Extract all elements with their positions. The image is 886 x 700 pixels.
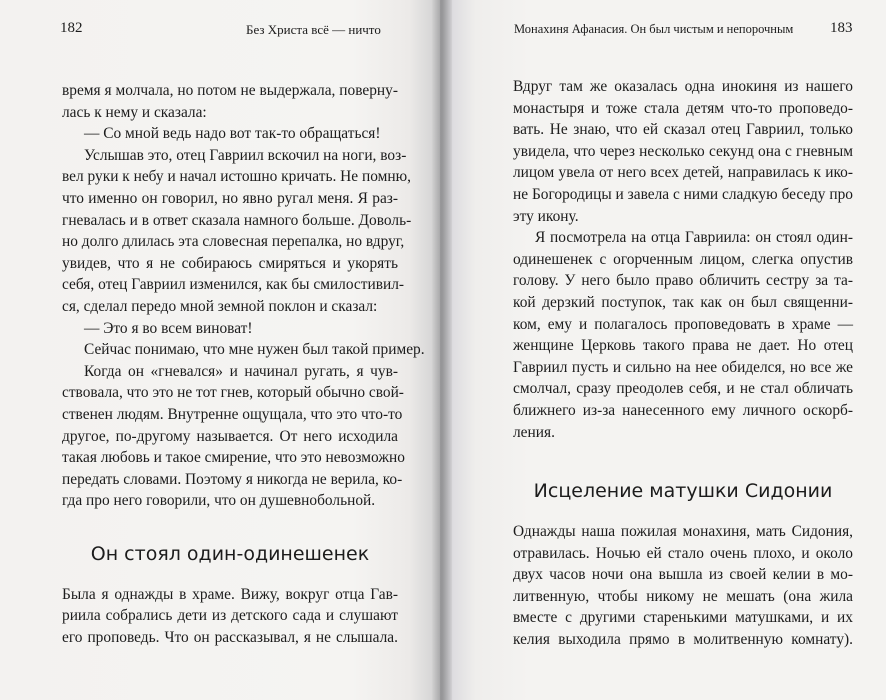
text-line: Когда он «гневался» и начинал ругать, я чув-	[84, 362, 398, 380]
text-line: Гавриил пусть и сильно на нее обиделся, но все же	[513, 358, 853, 376]
left-running-head: Без Христа всё — ничто	[246, 22, 381, 37]
text-line: гда про него говорили, что он душевнобольной.	[62, 492, 376, 510]
text-line: вел руки к небу и начал истошно кричать. Не помню,	[62, 168, 411, 186]
text-line: ся, сделал передо мной земной поклон и сказал:	[62, 297, 378, 315]
text-line: не Богородицы и завела с ними сладкую беседу про	[513, 185, 853, 203]
text-line: себя, отец Гавриил изменился, как бы смилостивил-	[62, 276, 405, 294]
right-body-text	[513, 76, 853, 651]
text-line: смолчал, сразу преодолев себя, и не стал обличать	[513, 380, 853, 398]
text-line: монастыря и тоже стала детям что-то проповедо-	[513, 99, 853, 117]
text-line: женщине Церковь такого права не дает. Но отец	[513, 337, 853, 355]
text-line: увидев, что я не собираюсь смиряться и укорять	[62, 254, 398, 272]
left-page	[0, 0, 440, 700]
text-line: риила собрались дети из детского сада и слушают	[62, 607, 398, 625]
text-line: Я посмотрела на отца Гавриила: он стоял один-	[535, 229, 853, 247]
text-line: время я молчала, но потом не выдержала, поверну-	[62, 82, 398, 99]
text-line: вместе с другими старенькими матушками, и их	[513, 609, 853, 627]
right-running-head: Монахиня Афанасия. Он был чистым и непорочным	[514, 22, 794, 36]
text-line: увидела, что через несколько секунд она с гневным	[513, 142, 853, 160]
text-line: Сейчас понимаю, что мне нужен был такой пример.	[84, 341, 425, 359]
text-line: но долго длилась эта словесная перепалка, но вдруг,	[62, 233, 405, 251]
left-body-text	[62, 80, 425, 649]
text-line: кой дерзкий поступок, так как он был священни-	[513, 293, 853, 311]
text-line: келия выходила прямо в молитвенную комнату).	[513, 631, 853, 649]
text-line: другое, по-другому называется. От него исходила	[62, 427, 398, 445]
book-gutter-shadow	[432, 0, 452, 700]
section-heading-he-stood-alone: Он стоял один-одинешенек	[90, 542, 370, 565]
text-line: такая любовь и такое смирение, что это невозможно	[62, 449, 405, 467]
right-page	[440, 0, 886, 700]
text-line: эту икону.	[513, 207, 579, 225]
right-page-number: 183	[830, 20, 853, 36]
text-line: отравилась. Ночью ей стало очень плохо, и около	[513, 544, 853, 562]
text-line: Была я однажды в храме. Вижу, вокруг отца Гав-	[62, 585, 398, 603]
text-line: ствовала, что это не тот гнев, который обычно свой-	[62, 384, 404, 402]
text-line: ком, ему и полагалось проповедовать в храме —	[513, 315, 853, 333]
text-line: гневалась и в ответ сказала намного больше. Доволь-	[62, 211, 412, 229]
text-line: его проповедь. Что он рассказывал, я не слышала.	[62, 629, 398, 647]
left-page-number: 182	[60, 20, 83, 36]
text-line: что именно он говорил, но явно ругал меня. Я раз-	[62, 189, 398, 207]
text-line: — Со мной ведь надо вот так-то обращаться!	[84, 125, 381, 143]
text-line: Услышав это, отец Гавриил вскочил на ноги, воз-	[84, 146, 407, 164]
text-line: передать словами. Поэтому я никогда не верила, ко-	[62, 470, 403, 488]
text-line: — Это я во всем виноват!	[84, 319, 253, 337]
text-line: ления.	[513, 423, 555, 441]
text-line: Однажды наша пожилая монахиня, мать Сидония,	[513, 523, 853, 541]
text-line: Вдруг там же оказалась одна инокиня из нашего	[513, 78, 853, 95]
section-heading-healing-of-sidonia: Исцеление матушки Сидонии	[533, 480, 833, 503]
text-line: вать. Не знаю, что ей сказал отец Гавриил, только	[513, 121, 853, 139]
text-line: ближнего из-за нанесенного ему личного оскорб-	[513, 401, 853, 419]
text-line: голову. У него было право обличить сестру за та-	[513, 272, 853, 290]
text-line: литвенную, чтобы никому не мешать (она жила	[513, 587, 853, 605]
text-line: лась к нему и сказала:	[62, 103, 207, 121]
text-line: ственен людям. Внутренне ощущала, что это что-то	[62, 405, 403, 423]
text-line: двух часов ночи она вышла из своей келии в мо-	[513, 566, 853, 584]
text-line: лицом увела от него всех детей, направилась к ико-	[513, 164, 853, 182]
text-line: одинешенек с огорченным лицом, слегка опустив	[513, 250, 853, 268]
